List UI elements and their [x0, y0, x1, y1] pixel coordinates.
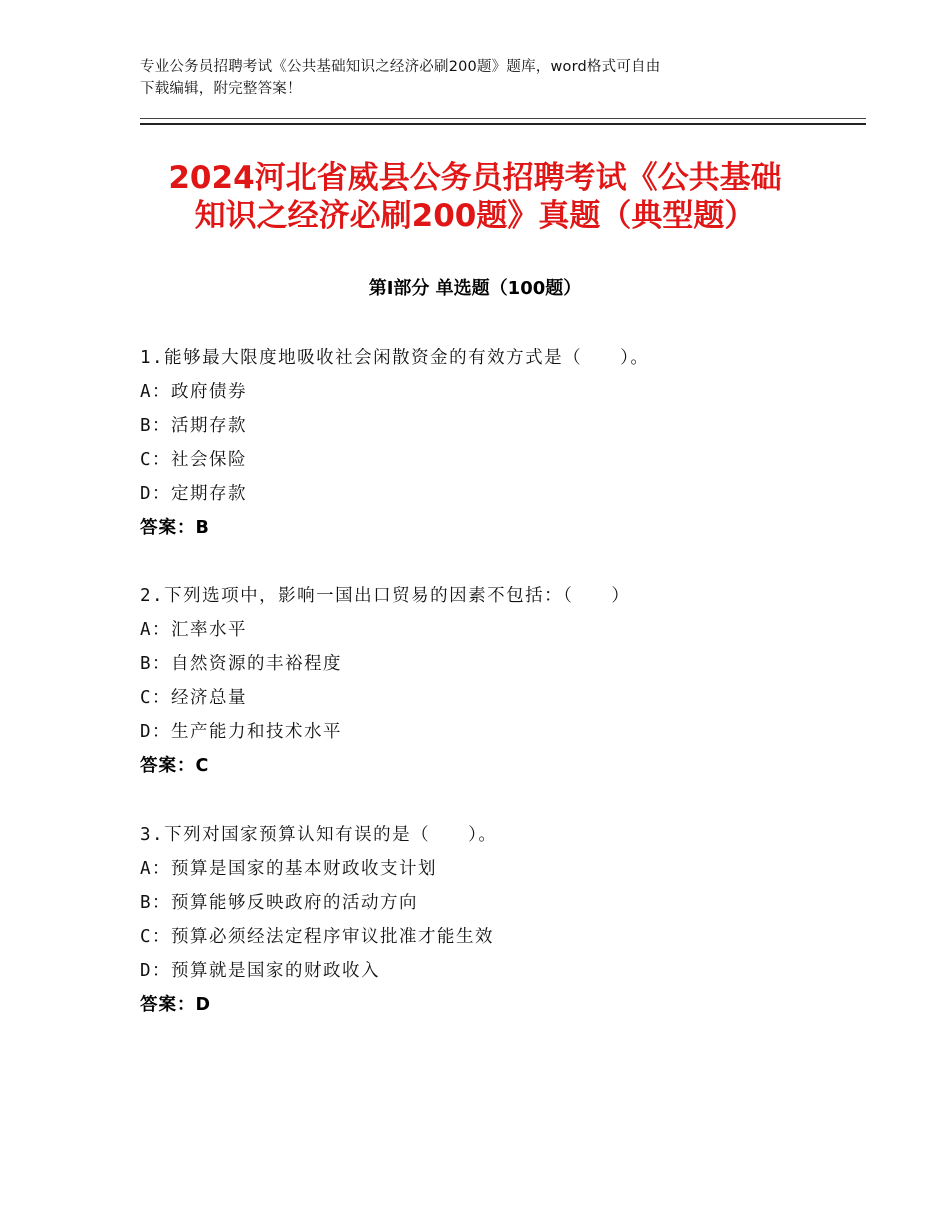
question-2-option-d: D：生产能力和技术水平 [140, 722, 343, 742]
question-1-stem: 1.能够最大限度地吸收社会闲散资金的有效方式是（ ）。 [140, 348, 650, 368]
header-note-line-2: 下载编辑，附完整答案！ [140, 81, 302, 97]
question-3-stem: 3.下列对国家预算认知有误的是（ ）。 [140, 825, 498, 845]
question-1-option-b: B：活期存款 [140, 416, 248, 436]
question-3-answer: 答案：D [140, 995, 212, 1015]
question-2-answer: 答案：C [140, 756, 210, 776]
document-title-line-1: 2024河北省威县公务员招聘考试《公共基础 [168, 160, 782, 196]
question-2-option-c: C：经济总量 [140, 688, 248, 708]
question-2-option-b: B：自然资源的丰裕程度 [140, 654, 343, 674]
header-note [140, 56, 820, 100]
question-1-option-a: A：政府债券 [140, 382, 248, 402]
header-divider-thin [140, 118, 866, 119]
section-heading: 第Ⅰ部分 单选题（100题） [368, 278, 582, 299]
question-3-option-b: B：预算能够反映政府的活动方向 [140, 893, 419, 913]
question-2-option-a: A：汇率水平 [140, 620, 248, 640]
question-1-option-d: D：定期存款 [140, 484, 248, 504]
question-3-option-c: C：预算必须经法定程序审议批准才能生效 [140, 927, 495, 947]
header-note-line-1: 专业公务员招聘考试《公共基础知识之经济必刷200题》题库，word格式可自由 [140, 59, 661, 75]
question-1-option-c: C：社会保险 [140, 450, 248, 470]
document-title-line-2: 知识之经济必刷200题》真题（典型题） [194, 198, 756, 234]
question-2-stem: 2.下列选项中，影响一国出口贸易的因素不包括：（ ） [140, 586, 631, 606]
question-3-option-a: A：预算是国家的基本财政收支计划 [140, 859, 438, 879]
header-divider-thick [140, 123, 866, 125]
question-3-option-d: D：预算就是国家的财政收入 [140, 961, 381, 981]
question-1-answer: 答案：B [140, 518, 210, 538]
